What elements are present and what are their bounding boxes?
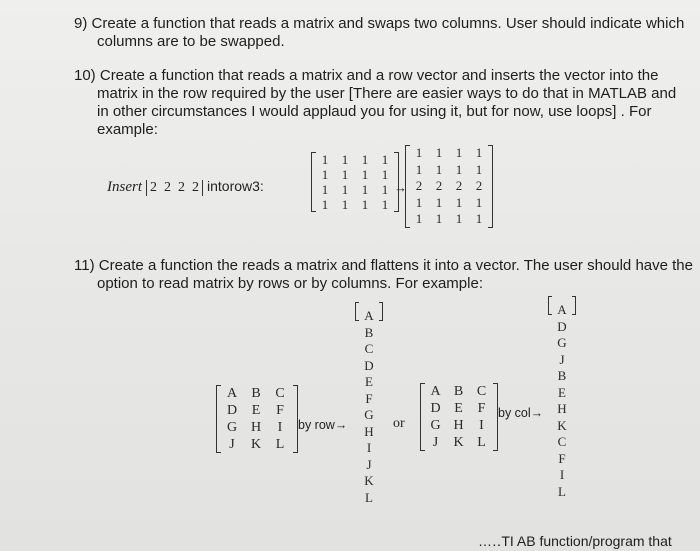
q11-number: 11) bbox=[74, 257, 95, 274]
matrix-cell: 1 bbox=[381, 152, 389, 167]
matrix-after bbox=[409, 145, 489, 228]
matrix-cell: 1 bbox=[475, 145, 483, 160]
q11-line1 bbox=[74, 257, 693, 275]
matrix-cell: 1 bbox=[435, 161, 443, 177]
matrix-cell: 1 bbox=[455, 161, 463, 177]
vector-entry: B bbox=[557, 368, 567, 383]
bracket-right bbox=[572, 296, 576, 315]
matrix-cell: 2 bbox=[475, 178, 483, 193]
matrix-cell: C bbox=[476, 384, 487, 399]
bracket-left bbox=[420, 383, 425, 451]
matrix-cell: H bbox=[250, 420, 262, 435]
vector-entry: A bbox=[364, 308, 374, 323]
matrix-cell: 1 bbox=[361, 167, 369, 182]
matrix-row bbox=[409, 145, 489, 162]
matrix-cell: A bbox=[226, 386, 238, 401]
matrix-cell: 1 bbox=[321, 197, 329, 212]
vector-entry: F bbox=[558, 450, 566, 466]
matrix-cell: A bbox=[430, 384, 441, 399]
into-row-label: intorow3: bbox=[207, 178, 264, 194]
matrix-cell: K bbox=[250, 437, 262, 452]
vector-entry: K bbox=[557, 417, 567, 433]
matrix-cell: J bbox=[432, 435, 439, 450]
matrix-row bbox=[409, 162, 489, 179]
row-flattened-vector bbox=[358, 308, 380, 542]
by-col-label: by col→ bbox=[498, 406, 544, 420]
matrix-cell: 1 bbox=[455, 211, 463, 226]
matrix-row bbox=[315, 197, 395, 212]
matrix-cell: H bbox=[453, 418, 464, 433]
matrix-abc-left bbox=[220, 385, 294, 453]
matrix-cell: I bbox=[277, 420, 283, 435]
insert-vector: 2 2 2 2 bbox=[146, 180, 203, 196]
matrix-cell: 2 bbox=[415, 178, 423, 193]
matrix-cell: D bbox=[226, 403, 238, 418]
vector-entry: D bbox=[557, 318, 567, 334]
matrix-row bbox=[220, 436, 294, 453]
vector-entry: G bbox=[557, 335, 567, 350]
matrix-row bbox=[409, 211, 489, 228]
matrix-cell: 1 bbox=[435, 211, 443, 226]
matrix-row bbox=[424, 417, 494, 434]
vector-entry: C bbox=[557, 434, 567, 449]
matrix-row bbox=[424, 434, 494, 451]
q10-line1 bbox=[74, 67, 659, 85]
bracket-left bbox=[548, 296, 552, 315]
q10-text1: Create a function that reads a matrix and a row vector and inserts the vector into the bbox=[99, 67, 659, 84]
matrix-cell: F bbox=[276, 403, 284, 418]
vector-entry: I bbox=[366, 440, 372, 455]
q9-text1: Create a function that reads a matrix and swaps two columns. User should indicate which bbox=[91, 15, 685, 32]
footer-fragment: …‥TI AB function/program that bbox=[478, 533, 672, 549]
matrix-row bbox=[409, 178, 489, 195]
vector-entry: J bbox=[559, 351, 565, 367]
matrix-cell: K bbox=[453, 435, 464, 450]
matrix-row bbox=[220, 419, 294, 436]
vector-entry: A bbox=[557, 302, 567, 317]
matrix-cell: J bbox=[229, 437, 235, 452]
matrix-cell: B bbox=[251, 386, 261, 401]
vector-entry: G bbox=[364, 407, 374, 422]
matrix-row bbox=[409, 195, 489, 212]
matrix-cell: 1 bbox=[455, 145, 463, 160]
matrix-cell: C bbox=[275, 386, 285, 401]
q11-line2: option to read matrix by rows or by columns. For example: bbox=[97, 275, 483, 292]
matrix-cell: 1 bbox=[341, 182, 349, 197]
q10-number: 10) bbox=[74, 67, 96, 84]
vector-entry: L bbox=[365, 489, 373, 505]
q11-text1: Create a function the reads a matrix and flattens it into a vector. The user should have the bbox=[98, 257, 693, 274]
q10-line4: example: bbox=[97, 121, 158, 138]
matrix-cell: 1 bbox=[475, 161, 483, 177]
matrix-cell: 1 bbox=[341, 197, 349, 212]
matrix-cell: 1 bbox=[435, 145, 443, 160]
matrix-cell: 1 bbox=[415, 211, 423, 226]
matrix-cell: 1 bbox=[475, 194, 483, 210]
matrix-cell: 1 bbox=[321, 167, 329, 182]
vector-entry: C bbox=[364, 341, 374, 356]
matrix-row bbox=[315, 152, 395, 167]
vector-entry: H bbox=[557, 401, 567, 416]
vector-entry: E bbox=[558, 384, 566, 400]
bracket-left bbox=[311, 152, 316, 212]
q10-line2: matrix in the row required by the user [There are easier ways to do that in MATLAB and bbox=[97, 85, 677, 102]
matrix-cell: F bbox=[477, 401, 486, 416]
matrix-cell: 1 bbox=[415, 145, 423, 160]
col-flattened-vector bbox=[551, 302, 573, 534]
matrix-cell: G bbox=[430, 418, 441, 433]
matrix-cell: 1 bbox=[475, 211, 483, 226]
matrix-cell: L bbox=[275, 437, 285, 452]
matrix-cell: 2 bbox=[435, 178, 443, 193]
matrix-before bbox=[315, 152, 395, 212]
matrix-cell: 1 bbox=[361, 182, 369, 197]
matrix-cell: 1 bbox=[381, 182, 389, 197]
vector-entry: J bbox=[366, 456, 372, 472]
matrix-cell: D bbox=[430, 401, 441, 416]
arrow-icon: → bbox=[394, 180, 407, 195]
q9-line1 bbox=[74, 15, 684, 33]
insert-label: Insert bbox=[107, 179, 142, 195]
matrix-row bbox=[220, 385, 294, 402]
matrix-cell: 1 bbox=[415, 194, 423, 210]
vector-entry: K bbox=[364, 473, 374, 488]
matrix-cell: 1 bbox=[381, 197, 389, 212]
matrix-cell: G bbox=[226, 420, 238, 435]
vector-entry: B bbox=[364, 324, 374, 340]
matrix-row bbox=[424, 400, 494, 417]
matrix-cell: 1 bbox=[435, 194, 443, 210]
matrix-cell: 2 bbox=[455, 178, 463, 193]
vector-entry: D bbox=[364, 357, 374, 373]
matrix-cell: E bbox=[454, 401, 463, 416]
matrix-cell: E bbox=[251, 403, 261, 418]
bracket-right bbox=[488, 145, 493, 228]
matrix-cell: 1 bbox=[341, 167, 349, 182]
matrix-cell: 1 bbox=[415, 161, 423, 177]
vector-entry: I bbox=[559, 467, 565, 482]
q10-line3: in other circumstances I would applaud you for using it, but for now, use loops] . For bbox=[97, 103, 652, 120]
matrix-cell: I bbox=[479, 418, 484, 433]
by-row-label: by row→ bbox=[298, 418, 348, 432]
matrix-cell: 1 bbox=[321, 182, 329, 197]
matrix-cell: B bbox=[453, 384, 464, 399]
vector-entry: E bbox=[365, 374, 373, 389]
vector-entry: H bbox=[364, 423, 374, 439]
matrix-cell: 1 bbox=[361, 152, 369, 167]
matrix-cell: 1 bbox=[341, 152, 349, 167]
matrix-cell: 1 bbox=[361, 197, 369, 212]
bracket-left bbox=[405, 145, 410, 228]
q9-number: 9) bbox=[74, 15, 88, 32]
matrix-cell: 1 bbox=[381, 167, 389, 182]
q9-line2: columns are to be swapped. bbox=[97, 33, 285, 50]
bracket-right bbox=[379, 302, 383, 321]
matrix-row bbox=[424, 383, 494, 400]
matrix-cell: L bbox=[477, 435, 486, 450]
matrix-cell: 1 bbox=[321, 152, 329, 167]
vector-entry: L bbox=[558, 483, 566, 499]
matrix-abc-right bbox=[424, 383, 494, 451]
matrix-row bbox=[220, 402, 294, 419]
matrix-cell: 1 bbox=[455, 194, 463, 210]
matrix-row bbox=[315, 167, 395, 182]
vector-entry: F bbox=[365, 390, 373, 406]
bracket-left bbox=[216, 385, 221, 453]
matrix-row bbox=[315, 182, 395, 197]
insert-expression bbox=[107, 178, 264, 196]
bracket-left bbox=[355, 302, 359, 321]
or-label: or bbox=[393, 416, 405, 431]
